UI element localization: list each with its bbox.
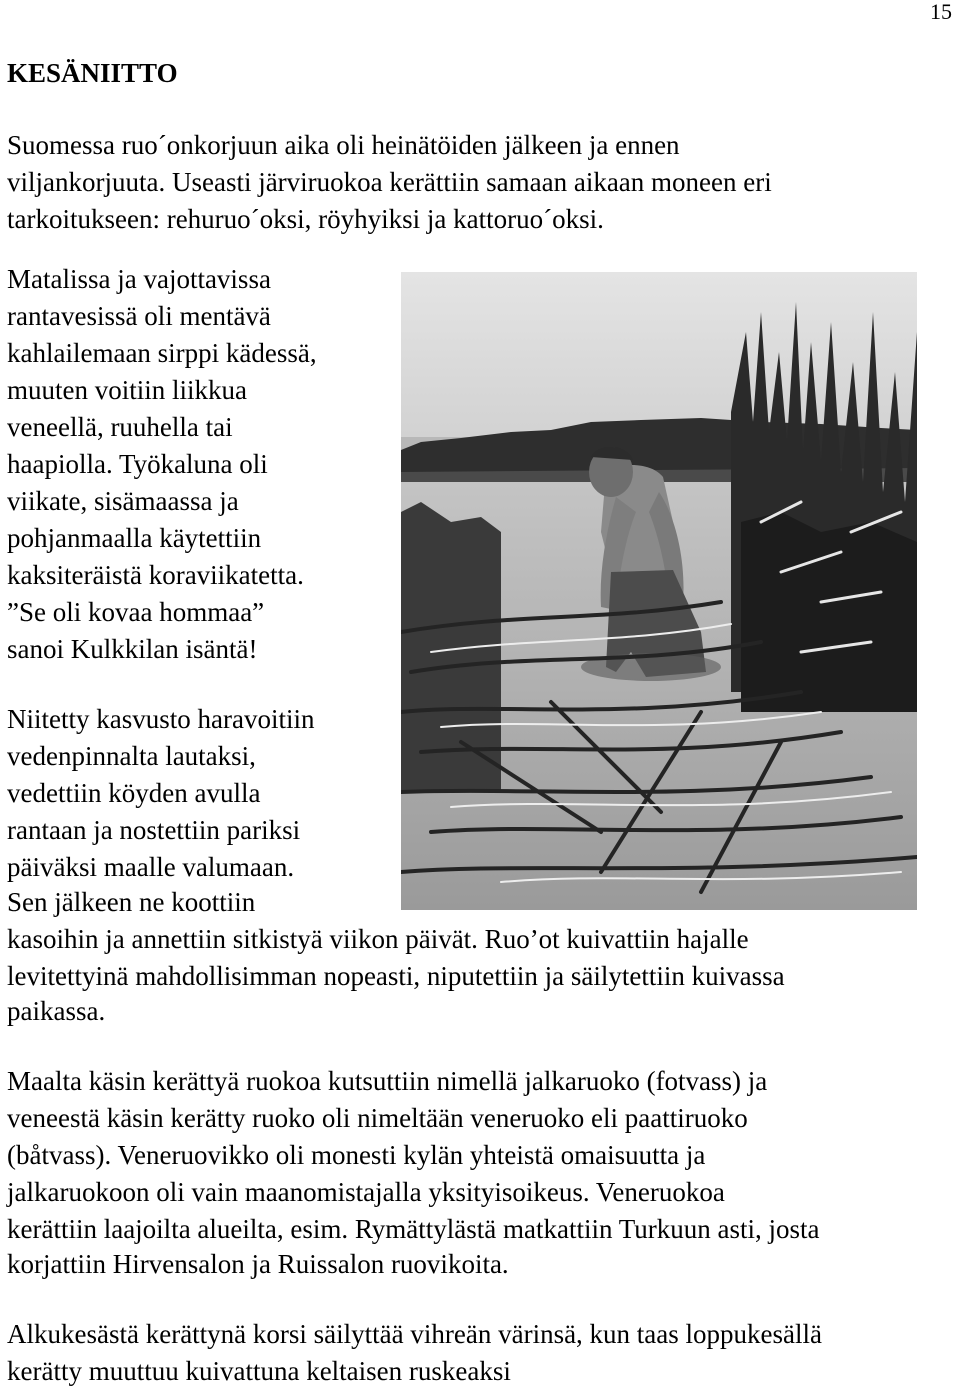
paragraph-5-line-1: Alkukesästä kerättynä korsi säilyttää vihreän värinsä, kun taas loppukesällä [7,1319,822,1349]
paragraph-3-line-3: vedettiin köyden avulla [7,778,261,808]
paragraph-4-line-1: Maalta käsin kerättyä ruokoa kutsuttiin nimellä jalkaruoko (fotvass) ja [7,1066,768,1096]
paragraph-2-line-7: viikate, sisämaassa ja [7,486,239,516]
paragraph-2-line-8: pohjanmaalla käytettiin [7,523,262,553]
paragraph-3-line-4: rantaan ja nostettiin pariksi [7,815,301,845]
paragraph-3-line-6: Sen jälkeen ne koottiin [7,887,256,917]
paragraph-3-line-5: päiväksi maalle valumaan. [7,852,295,882]
paragraph-2-line-10: ”Se oli kovaa hommaa” [7,597,265,627]
paragraph-2-line-2: rantavesissä oli mentävä [7,301,271,331]
page-number: 15 [930,0,952,24]
paragraph-2-line-11: sanoi Kulkkilan isäntä! [7,634,258,664]
paragraph-4-line-4: jalkaruokoon oli vain maanomistajalla yksityisoikeus. Veneruokoa [7,1177,725,1207]
paragraph-3-line-2: vedenpinnalta lautaksi, [7,741,256,771]
paragraph-4-line-3: (båtvass). Veneruovikko oli monesti kylän yhteistä omaisuutta ja [7,1140,706,1170]
page-title: KESÄNIITTO [7,58,178,88]
paragraph-1-line-3: tarkoitukseen: rehuruo´oksi, röyhyiksi ja kattoruo´oksi. [7,204,604,234]
paragraph-4-line-6: korjattiin Hirvensalon ja Ruissalon ruovikoita. [7,1249,509,1279]
paragraph-1-line-1: Suomessa ruo´onkorjuun aika oli heinätöiden jälkeen ja ennen [7,130,680,160]
paragraph-3-line-7: kasoihin ja annettiin sitkistyä viikon päivät. Ruo’ot kuivattiin hajalle [7,924,749,954]
paragraph-3-line-9: paikassa. [7,996,106,1026]
paragraph-2-line-9: kaksiteräistä koraviikatetta. [7,560,304,590]
paragraph-2-line-5: veneellä, ruuhella tai [7,412,233,442]
paragraph-1-line-2: viljankorjuuta. Useasti järviruokoa kerättiin samaan aikaan moneen eri [7,167,772,197]
paragraph-2-line-4: muuten voitiin liikkua [7,375,247,405]
paragraph-4-line-5: kerättiin laajoilta alueilta, esim. Rymättylästä matkattiin Turkuun asti, josta [7,1214,820,1244]
reed-harvest-illustration [401,272,917,910]
paragraph-2-line-6: haapiolla. Työkaluna oli [7,449,268,479]
reed-harvest-photo [401,272,917,910]
paragraph-5-line-2: kerätty muuttuu kuivattuna keltaisen ruskeaksi [7,1356,511,1386]
paragraph-2-line-3: kahlailemaan sirppi kädessä, [7,338,317,368]
paragraph-3-line-8: levitettyinä mahdollisimman nopeasti, niputettiin ja säilytettiin kuivassa [7,961,785,991]
paragraph-4-line-2: veneestä käsin kerätty ruoko oli nimeltään veneruoko eli paattiruoko [7,1103,748,1133]
paragraph-2-line-1: Matalissa ja vajottavissa [7,264,271,294]
paragraph-3-line-1: Niitetty kasvusto haravoitiin [7,704,315,734]
